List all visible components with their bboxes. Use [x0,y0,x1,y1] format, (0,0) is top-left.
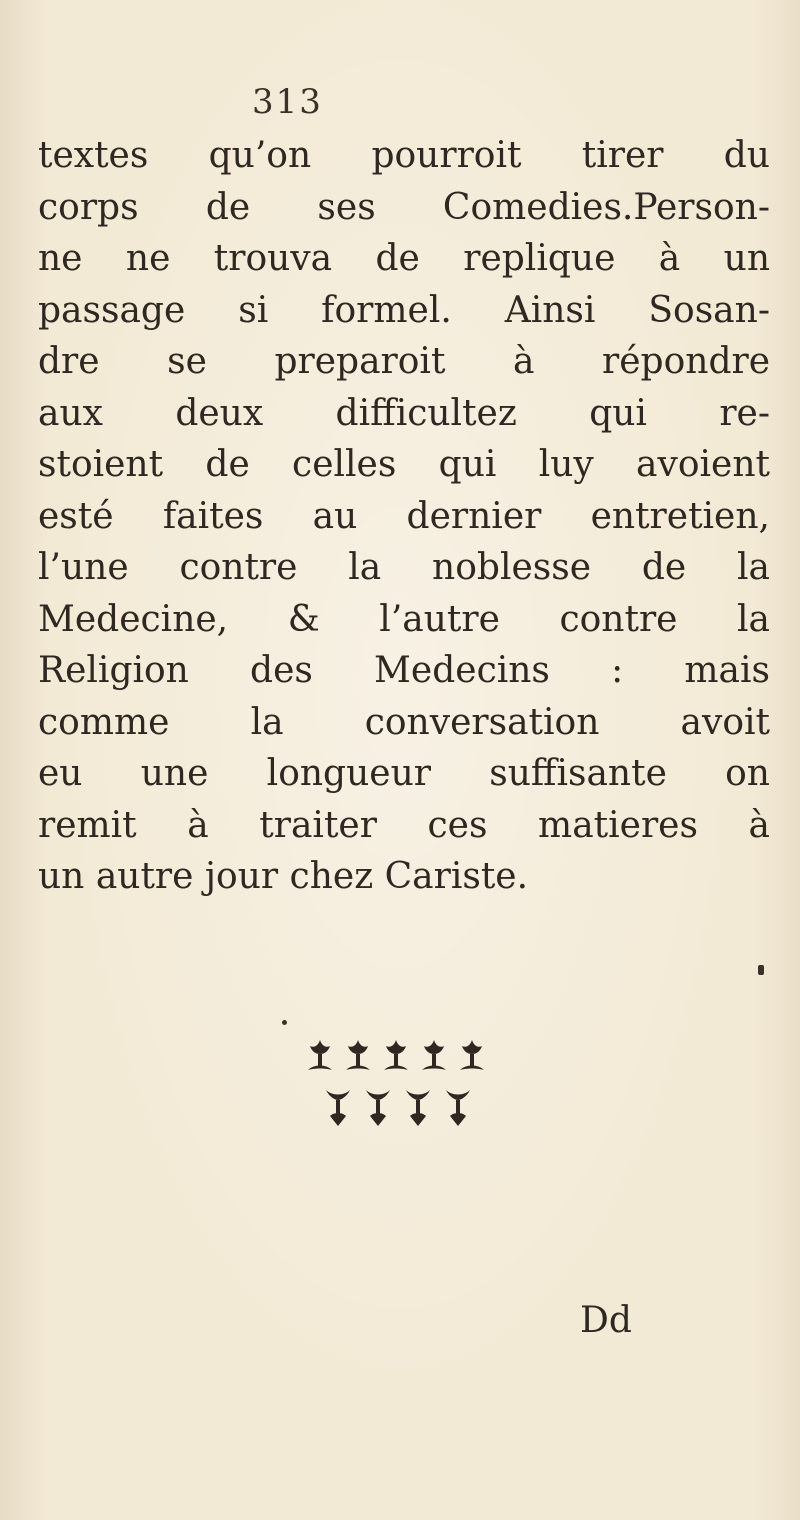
text-line: stoient de celles qui luy avoient [38,444,770,485]
text-line: esté faites au dernier entretien, [38,495,770,537]
text-line: ne ne trouva de replique à un [38,238,770,279]
fleuron-bottom-row [326,1090,470,1126]
fleuron-ornament-icon [300,1030,500,1150]
text-line: eu une longueur suffisante on [38,753,770,794]
text-line: passage si formel. Ainsi Sosan- [38,289,770,331]
text-line: un autre jour chez Cariste. [38,856,529,897]
ink-mark [758,965,764,975]
page-number: 313 [252,82,323,122]
text-line: textes qu’on pourroit tirer du [38,135,770,176]
fleuron-top-row [308,1040,484,1070]
text-line: dre se preparoit à répondre [38,341,770,382]
text-line: Medecine, & l’autre contre la [38,598,770,640]
body-text [38,130,770,903]
signature-mark: Dd [580,1300,632,1341]
ink-mark [282,1020,287,1025]
text-line: Religion des Medecins : mais [38,650,770,691]
text-line: comme la conversation avoit [38,701,770,743]
text-line: remit à traiter ces matieres à [38,804,770,846]
text-line: corps de ses Comedies.Person- [38,186,770,228]
text-line: l’une contre la noblesse de la [38,547,770,588]
text-line: aux deux difficultez qui re- [38,392,770,434]
